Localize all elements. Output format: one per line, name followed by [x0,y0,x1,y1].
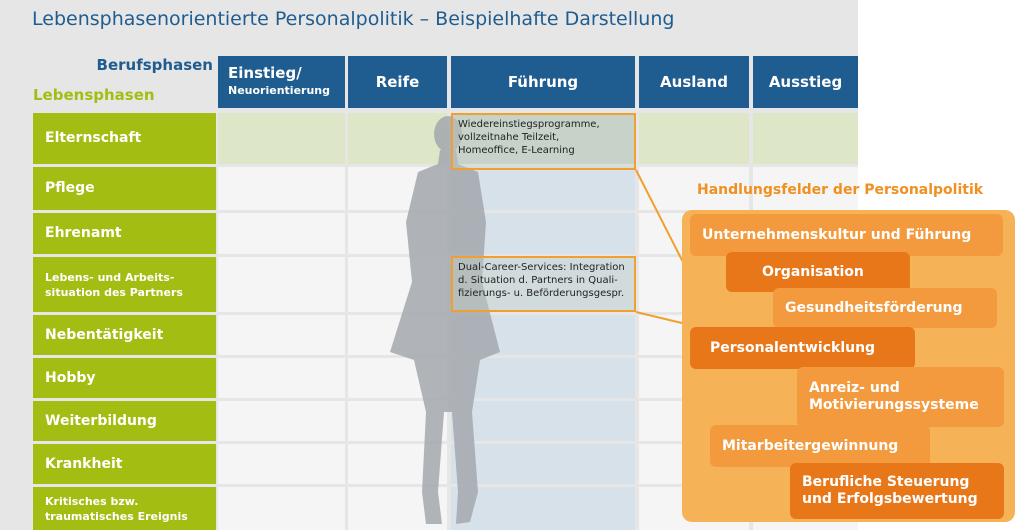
row-header: Lebens- und Arbeits- situation des Partners [33,257,216,312]
lebensphasen-label: Lebensphasen [33,86,155,104]
grid-cell [218,487,345,530]
row-header: Nebentätigkeit [33,315,216,355]
hf-berufliche-steuerung: Berufliche Steuerung und Erfolgsbewertung [790,463,1004,519]
column-header-reife: Reife [348,56,447,108]
grid-cell [753,113,858,164]
column-header-ausstieg: Ausstieg [753,56,858,108]
grid-cell [218,167,345,210]
person-silhouette-icon [360,112,530,530]
hf-personalentwicklung: Personalentwicklung [690,327,915,369]
handlungsfelder-title: Handlungsfelder der Personalpolitik [697,182,984,198]
grid-cell [218,315,345,355]
hf-mitarbeitergewinnung: Mitarbeitergewinnung [710,425,930,467]
grid-cell [218,113,345,164]
row-header: Elternschaft [33,113,216,164]
hf-gesundheitsfoerderung: Gesundheitsförderung [773,288,997,328]
row-header: Pflege [33,167,216,210]
grid-cell [218,358,345,398]
column-header-sublabel: Neuorientierung [228,84,330,97]
berufsphasen-label: Berufsphasen [96,56,213,74]
row-header: Krankheit [33,444,216,484]
grid-cell [218,401,345,441]
row-header: Ehrenamt [33,213,216,254]
grid-cell [218,257,345,312]
callout-partner [451,256,636,312]
hf-organisation: Organisation [726,252,910,292]
column-header-fuehrung: Führung [451,56,635,108]
callout-elternschaft [451,113,636,170]
hf-unternehmenskultur: Unternehmenskultur und Führung [690,214,1003,256]
callout-text: Dual-Career-Services: Integration d. Situation d. Partners in Quali- fizierungs- u. Beförderungsgespr. [458,262,625,299]
column-header-einstieg [218,56,345,108]
column-header-label: Einstieg/ [228,64,302,82]
row-header: Kritisches bzw. traumatisches Ereignis [33,487,216,530]
callout-text: Wiedereinstiegsprogramme, vollzeitnahe Teilzeit, Homeoffice, E-Learning [458,119,600,156]
hf-anreiz: Anreiz- und Motivierungssysteme [797,367,1004,427]
grid-cell [218,213,345,254]
page-title: Lebensphasenorientierte Personalpolitik – Beispielhafte Darstellung [32,8,675,30]
row-header: Hobby [33,358,216,398]
grid-cell [639,113,749,164]
row-header: Weiterbildung [33,401,216,441]
column-header-ausland: Ausland [639,56,749,108]
grid-cell [218,444,345,484]
